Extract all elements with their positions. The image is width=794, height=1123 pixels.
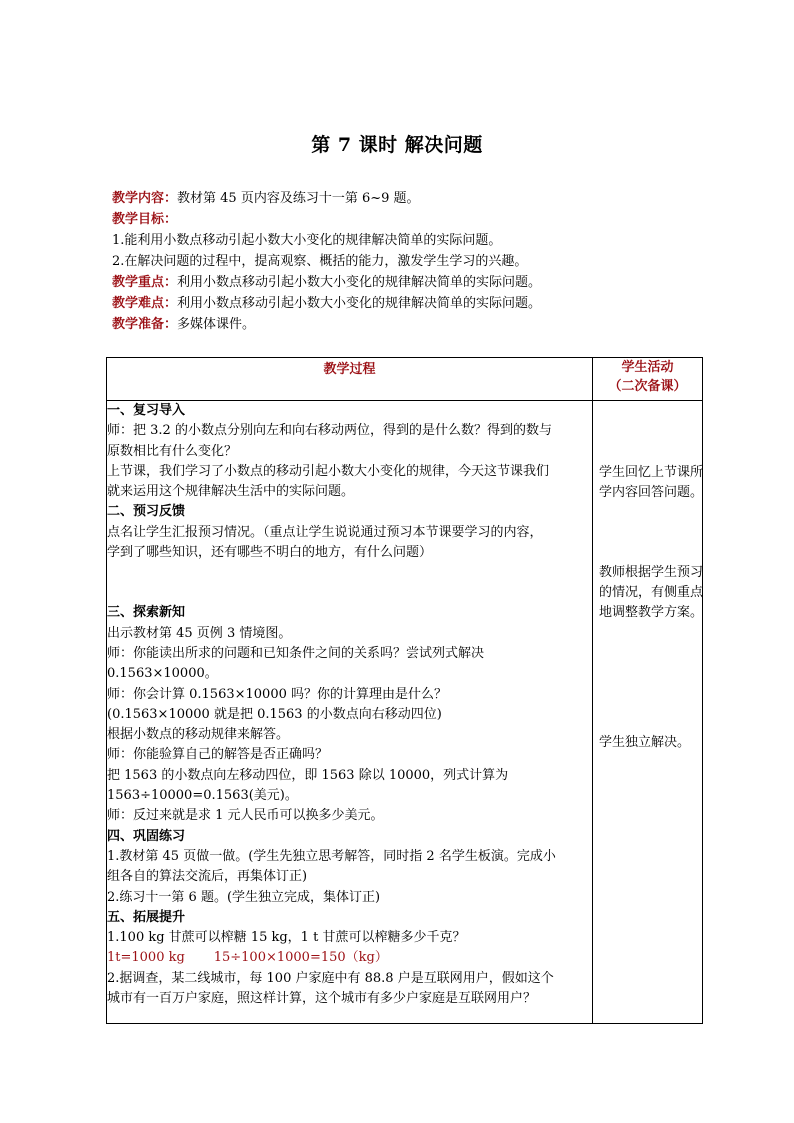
header-activity-line2: （二次备课） xyxy=(608,379,687,394)
prep-line xyxy=(112,314,702,335)
section-1-line: 上节课，我们学习了小数点的移动引起小数大小变化的规律，今天这节课我们 xyxy=(107,463,550,479)
section-5-title: 五、拓展提升 xyxy=(107,909,186,925)
content-label: 教学内容： xyxy=(112,191,178,206)
section-3-line: 0.1563×10000。 xyxy=(107,666,218,682)
section-3-line: 出示教材第 45 页例 3 情境图。 xyxy=(107,625,292,641)
activity-explore: 学生独立解决。 xyxy=(599,735,691,750)
section-1-line: 原数相比有什么变化？ xyxy=(107,443,238,459)
content-text: 教材第 45 页内容及练习十一第 6~9 题。 xyxy=(177,191,420,206)
goal-1: 1.能利用小数点移动引起小数大小变化的规律解决简单的实际问题。 xyxy=(112,233,502,248)
activity-review: 学生回忆上节课所学内容回答问题。 xyxy=(599,465,704,500)
difficulty-text: 利用小数点移动引起小数大小变化的规律解决简单的实际问题。 xyxy=(177,296,542,311)
section-3-line: 师：你会计算 0.1563×10000 吗？你的计算理由是什么？ xyxy=(107,686,447,702)
activity-preview: 教师根据学生预习的情况，有侧重点地调整教学方案。 xyxy=(599,565,704,620)
section-4-line: 2.练习十一第 6 题。(学生独立完成，集体订正) xyxy=(107,889,381,905)
goal-2: 2.在解决问题的过程中，提高观察、概括的能力，激发学生学习的兴趣。 xyxy=(112,254,528,269)
section-5-line: 2.据调查，某二线城市，每 100 户家庭中有 88.8 户是互联网用户，假如这个 xyxy=(107,970,554,986)
goals-label: 教学目标： xyxy=(112,212,178,227)
lesson-info xyxy=(112,188,702,335)
key-label: 教学重点： xyxy=(112,275,178,290)
section-1-title: 一、复习导入 xyxy=(107,403,186,418)
header-process: 教学过程 xyxy=(107,358,593,401)
section-4-line: 组各自的算法交流后，再集体订正) xyxy=(107,869,308,885)
section-5-line: 城市有一百万户家庭，照这样计算，这个城市有多少户家庭是互联网用户？ xyxy=(107,991,537,1007)
section-3-line: 把 1563 的小数点向左移动四位，即 1563 除以 10000，列式计算为 xyxy=(107,767,509,783)
header-activity xyxy=(593,358,703,401)
section-5-line: 1.100 kg 甘蔗可以榨糖 15 kg，1 t 甘蔗可以榨糖多少千克？ xyxy=(107,930,466,946)
key-text: 利用小数点移动引起小数大小变化的规律解决简单的实际问题。 xyxy=(177,275,542,290)
section-1-line: 师：把 3.2 的小数点分别向左和向右移动两位，得到的是什么数？得到的数与 xyxy=(107,423,552,439)
section-3-line: 根据小数点的移动规律来解答。 xyxy=(107,727,290,743)
content-line xyxy=(112,188,702,209)
process-cell xyxy=(107,401,593,1024)
section-5-answer: 1t=1000 kg 15÷100×1000=150（kg） xyxy=(107,950,388,966)
difficulty-label: 教学难点： xyxy=(112,296,178,311)
section-3-line: 1563÷10000=0.1563(美元)。 xyxy=(107,788,298,804)
section-3-line: 师：你能验算自己的解答是否正确吗？ xyxy=(107,747,329,763)
prep-text: 多媒体课件。 xyxy=(177,317,256,332)
section-2-line: 学到了哪些知识，还有哪些不明白的地方，有什么问题） xyxy=(107,545,433,561)
page-title: 第 7 课时 解决问题 xyxy=(311,134,483,156)
lesson-table xyxy=(106,357,703,1024)
activity-cell xyxy=(593,401,703,1024)
header-activity-line1: 学生活动 xyxy=(621,360,674,375)
section-3-line: 师：你能读出所求的问题和已知条件之间的关系吗？尝试列式解决 xyxy=(107,645,485,661)
section-3-line: 师：反过来就是求 1 元人民币可以换多少美元。 xyxy=(107,808,384,824)
difficulty-line xyxy=(112,293,702,314)
goals-line xyxy=(112,209,702,230)
table-header-row xyxy=(107,358,703,401)
section-4-line: 1.教材第 45 页做一做。(学生先独立思考解答，同时指 2 名学生板演。完成小 xyxy=(107,848,556,864)
section-3-line: (0.1563×10000 就是把 0.1563 的小数点向右移动四位) xyxy=(107,706,442,722)
key-line xyxy=(112,272,702,293)
section-2-line: 点名让学生汇报预习情况。（重点让学生说说通过预习本节课要学习的内容， xyxy=(107,524,543,540)
section-4-title: 四、巩固练习 xyxy=(107,828,186,844)
section-3-title: 三、探索新知 xyxy=(107,605,186,621)
table-body-row xyxy=(107,401,703,1024)
section-2-title: 二、预习反馈 xyxy=(107,504,186,520)
section-1-line: 就来运用这个规律解决生活中的实际问题。 xyxy=(107,484,355,500)
spacer xyxy=(107,563,592,603)
prep-label: 教学准备： xyxy=(112,317,178,332)
